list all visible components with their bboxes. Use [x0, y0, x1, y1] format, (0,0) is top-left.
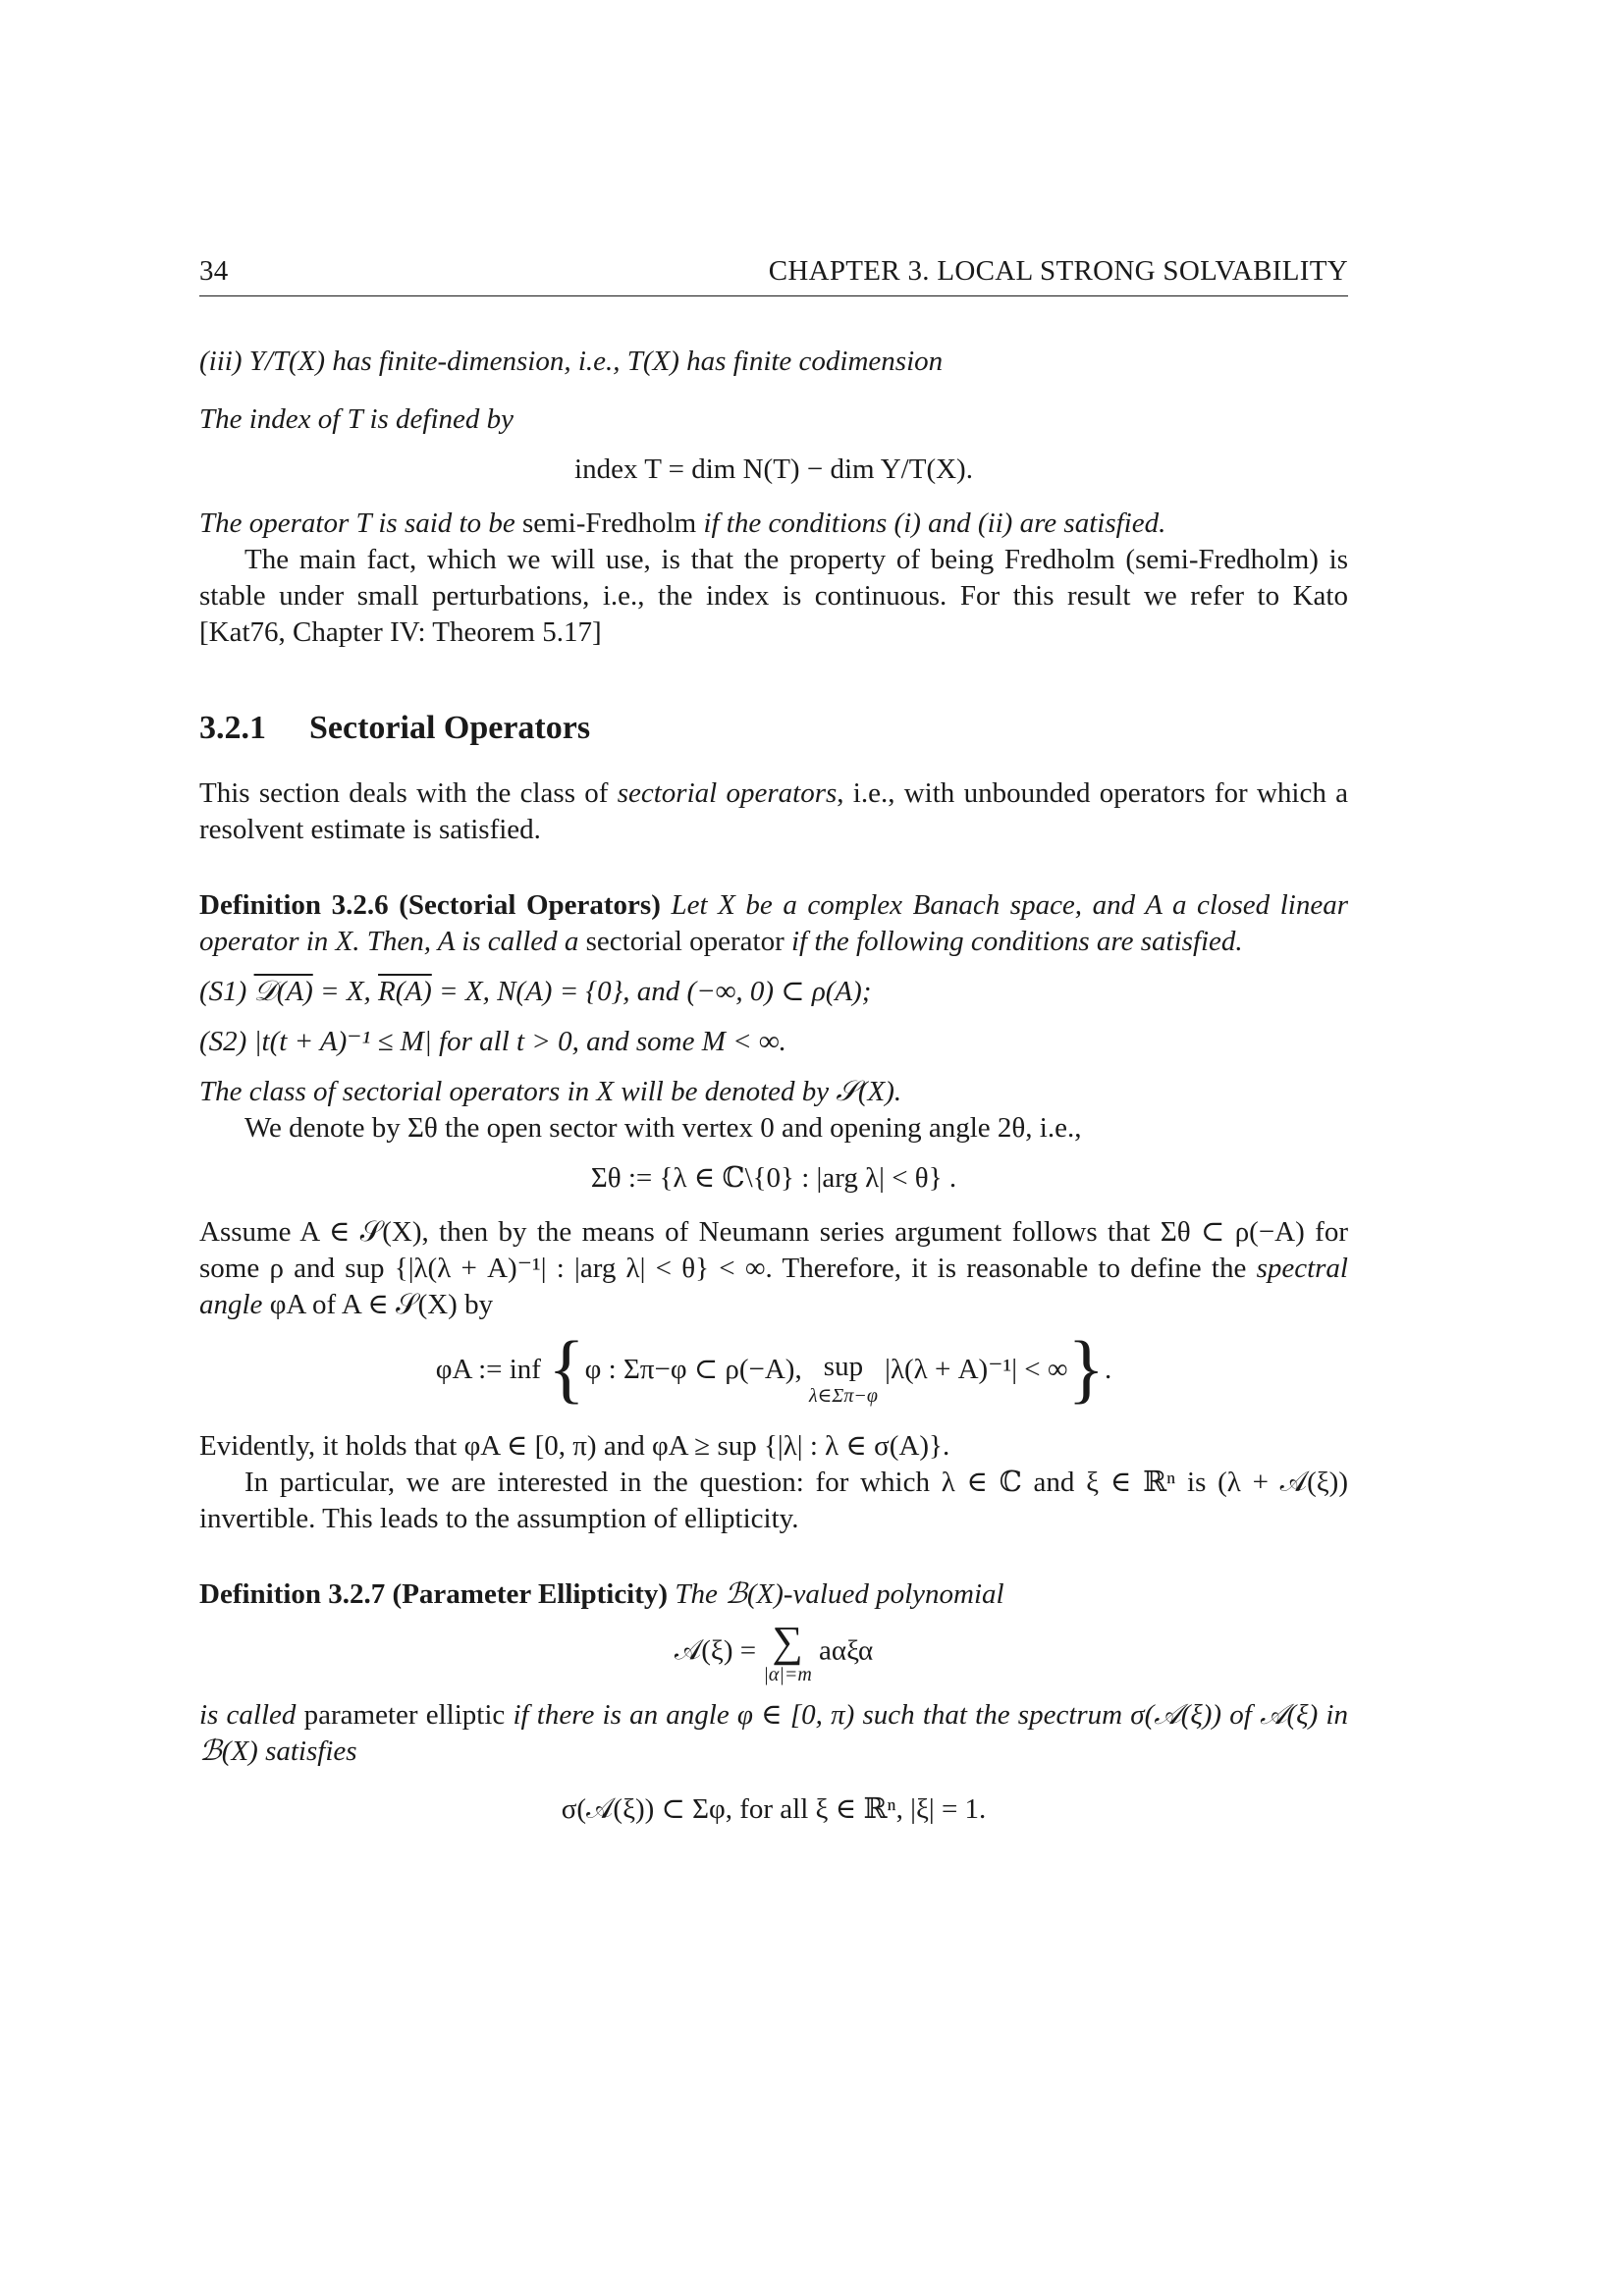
- elliptic-paragraph: [199, 1697, 1348, 1770]
- phi-formula: [199, 1325, 1348, 1411]
- elliptic-post: if there is an angle φ ∈ [0, π) such that the spectrum σ(𝒜(ξ)) of 𝒜(ξ) in ℬ(X) satisfies: [199, 1699, 1348, 1767]
- s2-rest: for all t > 0, and some M < ∞.: [431, 1026, 786, 1057]
- assume-paragraph: [199, 1214, 1348, 1323]
- semi-fredholm-term: semi-Fredholm: [521, 507, 697, 539]
- sup-operator: [809, 1349, 878, 1407]
- phi-lhs: φA := inf: [435, 1354, 541, 1385]
- s1-domain-closure: 𝒟(A): [253, 976, 313, 1007]
- section-intro: [199, 775, 1348, 848]
- phi-end: .: [1105, 1354, 1112, 1385]
- s1-eq: = X,: [312, 976, 379, 1007]
- definition-text-1: Let X be a complex Banach space, and A a closed linear operator in X. Then, A is called a: [199, 889, 1348, 957]
- phi-inner: φ : Σπ−φ ⊂ ρ(−A),: [584, 1354, 809, 1385]
- running-title: CHAPTER 3. LOCAL STRONG SOLVABILITY: [768, 255, 1348, 287]
- poly-rhs: aαξα: [811, 1634, 874, 1667]
- section-intro-term: sectorial operators: [617, 777, 838, 809]
- definition-327-label: Definition 3.2.7 (Parameter Ellipticity): [199, 1578, 669, 1610]
- s2-label: (S2): [199, 1026, 247, 1057]
- assume-pre: Assume A ∈ 𝒮(X), then by the means of Neumann series argument follows that Σθ ⊂ ρ(−A) for some ρ and sup {|λ(λ + A)⁻¹| : |arg λ| < θ} < ∞. Therefore, it is reasonable to define the: [199, 1216, 1348, 1284]
- sector-formula: Σθ := {λ ∈ ℂ\{0} : |arg λ| < θ} .: [590, 1162, 957, 1194]
- sum-sign: ∑: [772, 1618, 803, 1666]
- class-definition: The class of sectorial operators in X will be denoted by 𝒮(X).: [199, 1076, 902, 1107]
- semi-fredholm-pre: The operator T is said to be: [199, 507, 522, 539]
- semi-fredholm-statement: [199, 506, 1348, 542]
- index-intro: The index of T is defined by: [199, 403, 514, 435]
- evident-statement: Evidently, it holds that φA ∈ [0, π) and φA ≥ sup {|λ| : λ ∈ σ(A)}.: [199, 1430, 950, 1462]
- assume-term: spectral angle: [199, 1253, 1348, 1320]
- main-fact-paragraph: The main fact, which we will use, is that the property of being Fredholm (semi-Fredholm) is stable under small perturbations, i.e., the index is continuous. For this result we refer to Kato [Kat76, Chapter IV: Theorem 5.17]: [199, 544, 1348, 648]
- definition-term: sectorial operator: [585, 926, 784, 957]
- section-title: Sectorial Operators: [309, 710, 591, 746]
- definition-3-2-6: [199, 887, 1348, 960]
- condition-s1: [199, 974, 1348, 1010]
- section-heading: [199, 710, 1348, 746]
- page-number: 34: [199, 255, 229, 287]
- phi-tail: |λ(λ + A)⁻¹| < ∞: [877, 1354, 1068, 1385]
- sup-subscript: λ∈Σπ−φ: [808, 1385, 878, 1407]
- elliptic-term: parameter elliptic: [303, 1699, 506, 1731]
- right-brace: }: [1067, 1325, 1105, 1411]
- s1-rest: = X, N(A) = {0}, and (−∞, 0) ⊂ ρ(A);: [431, 976, 872, 1007]
- definition-327-text: The ℬ(X)-valued polynomial: [668, 1578, 1004, 1610]
- particular-paragraph: In particular, we are interested in the question: for which λ ∈ ℂ and ξ ∈ ℝⁿ is (λ + 𝒜(ξ)) invertible. This leads to the assumption of ellipticity.: [199, 1467, 1348, 1534]
- sum-subscript: |α|=m: [763, 1664, 812, 1685]
- index-formula: index T = dim N(T) − dim Y/T(X).: [574, 454, 973, 485]
- condition-iii: (iii) Y/T(X) has finite-dimension, i.e., T(X) has finite codimension: [199, 346, 944, 377]
- condition-s2: [199, 1024, 1348, 1060]
- semi-fredholm-post: if the conditions (i) and (ii) are satisfied.: [696, 507, 1166, 539]
- polynomial-formula: [199, 1618, 1348, 1685]
- running-header: [199, 253, 1348, 296]
- sector-intro: We denote by Σθ the open sector with vertex 0 and opening angle 2θ, i.e.,: [244, 1112, 1082, 1144]
- section-number: 3.2.1: [199, 710, 266, 746]
- s1-range-closure: R(A): [378, 976, 432, 1007]
- page-content: [199, 253, 1348, 1845]
- left-brace: {: [548, 1325, 585, 1411]
- sum-operator: [763, 1618, 812, 1685]
- spectrum-formula: σ(𝒜(ξ)) ⊂ Σφ, for all ξ ∈ ℝⁿ, |ξ| = 1.: [561, 1793, 987, 1825]
- definition-text-2: if the following conditions are satisfied.: [784, 926, 1243, 957]
- assume-post: φA of A ∈ 𝒮(X) by: [262, 1289, 494, 1320]
- definition-label: Definition 3.2.6 (Sectorial Operators): [199, 889, 661, 921]
- s2-expr: |t(t + A)⁻¹ ≤ M|: [253, 1026, 432, 1057]
- elliptic-pre: is called: [199, 1699, 304, 1731]
- s1-label: (S1): [199, 976, 247, 1007]
- poly-lhs: 𝒜(ξ) =: [674, 1634, 764, 1667]
- section-intro-post: , i.e., with unbounded operators for which a resolvent estimate is satisfied.: [199, 777, 1348, 845]
- section-intro-pre: This section deals with the class of: [199, 777, 618, 809]
- definition-3-2-7: [199, 1576, 1348, 1613]
- sup-text: sup: [823, 1351, 864, 1382]
